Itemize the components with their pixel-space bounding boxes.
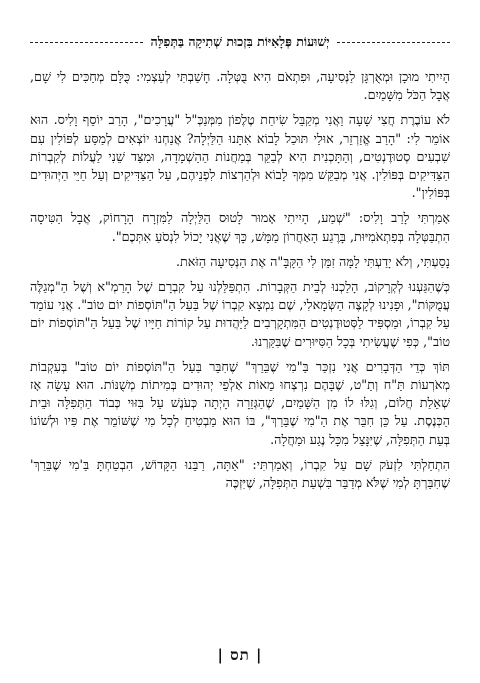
- paragraph: הָיִיתִי מוּכָן וּמְאֻרְגָּן לַנְּסִיעָה, וּפִתְאֹם הִיא בֻּטְּלָה. חָשַׁבְתִּי לְעַצְמִי: כֻּלָּם מְחַכִּים לִי שָׁם, אֲבָל הַכֹּל מִשָּׁמַיִם.: [30, 69, 450, 103]
- header-rule-right: [337, 42, 450, 43]
- paragraph: כְּשֶׁהִגַּעְנוּ לְקְרָקוֹב, הָלַכְנוּ לְבֵית הַקְּבָרוֹת. הִתְפַּלַּלְנוּ עַל קִבְרָם שֶׁל הָרַמְ"א וְשֶׁל הַ"מְגַלֶּה עֲמֻקּוֹת", וּפָנִינוּ לְקָצֶה הַשְּׂמָאלִי, שֶׁם נִמְצָא קִבְרוֹ שֶׁל בַּעַל הַ"תּוֹסְפוֹת יוֹם טוֹב". אֲנִי עוֹמֵד עַל קִבְרוֹ, וּמַסְפִּיד לַסְּטוּדֶנְטִים הַמִּתְקָרְבִים לַיַּהֲדוּת עַל קוֹרוֹת חַיָּיו שֶׁל בַּעַל הַ"תּוֹסְפוֹת יוֹם טוֹב", כְּפִי שֶׁעֲשִׂיתִי בְּכָל הַסִּיּוּרִים שֶׁבִּקַּרְנוּ.: [30, 279, 450, 349]
- page-number: | תס |: [217, 646, 263, 664]
- running-header: [30, 34, 450, 50]
- page-body: [30, 68, 450, 499]
- paragraph: נָסַעְתִּי, וְלֹא יָדַעְתִּי לָמָּה זִמֵּן לִי הַקָּבָּ"ה אֶת הַנְּסִיעָה הַזֹּאת.: [175, 253, 450, 269]
- header-rule-left: [30, 42, 143, 43]
- running-header-title: יְשׁוּעוֹת פְּלָאִיּוֹת בִּזְכוּת שְׁתִיקָה בַּתְּפִלָּה: [150, 34, 330, 49]
- paragraph: לֹא עוֹבֶרֶת חֲצִי שָׁעָה וַאֲנִי מְקַבֵּל שִׂיחַת טֶלֶפוֹן מִמְּנַכְּ"ל "עֲרָכִים", הָרַב יוֹסֵף וָלִיס. הוּא אוֹמֵר לִי: "הָרַב אֱזַרְזֵר, אוּלַי תּוּכַל לָבוֹא אִתָּנוּ הַלַּיְלָה? אֲנַחְנוּ יוֹצְאִים לְמַסַּע לְפּוֹלִין עִם שִׁבְעִים סְטוּדֶנְטִים, וְהַתָּכְנִית הִיא לְבַקֵּר בְּמַחֲנוֹת הַהַשְׁמָדָה, וּמִצַּד שֵׁנִי לַעֲלוֹת לְקִבְרוֹת הַצַּדִּיקִים בְּפּוֹלִין. אֲנִי מְבַקֵּשׁ מִמְּךָ לָבוֹא וּלְהַרְצוֹת לִפְנֵיהֶם, עַל הַצַּדִּיקִים וְעַל חַיֵּי הַיְּהוּדִים בְּפּוֹלִין".: [30, 112, 450, 201]
- paragraph: אָמַרְתִּי לָרַב וָלִיס: "שְׁמַע, הָיִיתִי אָמוּר לָטוּס הַלַּיְלָה לַמִּזְרָח הָרָחוֹק, אֲבָל הַטִּיסָה הִתְבַּטְּלָה בְּפִתְאֹמִיּוּת, בָּרֶגַע הָאַחֲרוֹן מַמָּשׁ, כָּךְ שֶׁאֲנִי יָכוֹל לִנְסֹעַ אִתְּכֶם".: [30, 210, 450, 244]
- paragraph: הִתְחַלְתִּי לִזְעֹק שָׁם עַל קִבְרוֹ, וְאָמַרְתִּי: "אַתָּה, רַבֵּנוּ הַקָּדוֹשׁ, הִבְטַחְתָּ בַּ'מִי שֶׁבֵּרַךְ' שֶׁחִבַּרְתָּ לְמִי שֶׁלֹּא מְדַבֵּר בִּשְׁעַת הַתְּפִלָּה, שֶׁיִּזְכֶּה: [30, 456, 450, 491]
- paragraph: תּוֹךְ כְּדֵי הַדְּבָרִים אֲנִי נִזְכַּר בַּ"מִי שֶׁבֵּרַךְ" שֶׁחִבֵּר בַּעַל הַ"תּוֹסְפוֹת יוֹם טוֹב" בְּעִקְבוֹת מְאֹרְעוֹת תַּ"ח וְתַ"ט, שֶׁבָּהֶם נִרְצְחוּ מֵאוֹת אַלְפֵי יְהוּדִים בְּמִיתוֹת מְשֻׁנּוֹת. הוּא עָשָׂה אָז שְׁאֵלַת חֲלוֹם, וְגִלּוּ לוֹ מִן הַשָּׁמַיִם, שֶׁהַגְּזֵרָה הָיְתָה כְּעֹנֶשׁ עַל בִּזּוּי כְּבוֹד הַתְּפִלָּה וּבֵית הַכְּנֶסֶת. עַל כֵּן חִבֵּר אֶת הַ"מִי שֶׁבֵּרַךְ", בּוֹ הוּא מַבְטִיחַ לְכָל מִי שֶׁשּׁוֹמֵר אֶת פִּיו וּלְשׁוֹנוֹ בְּעֵת הַתְּפִלָּה, שֶׁיִּנָּצֵל מִכָּל נֶגַע וּמַחֲלָה.: [30, 358, 450, 447]
